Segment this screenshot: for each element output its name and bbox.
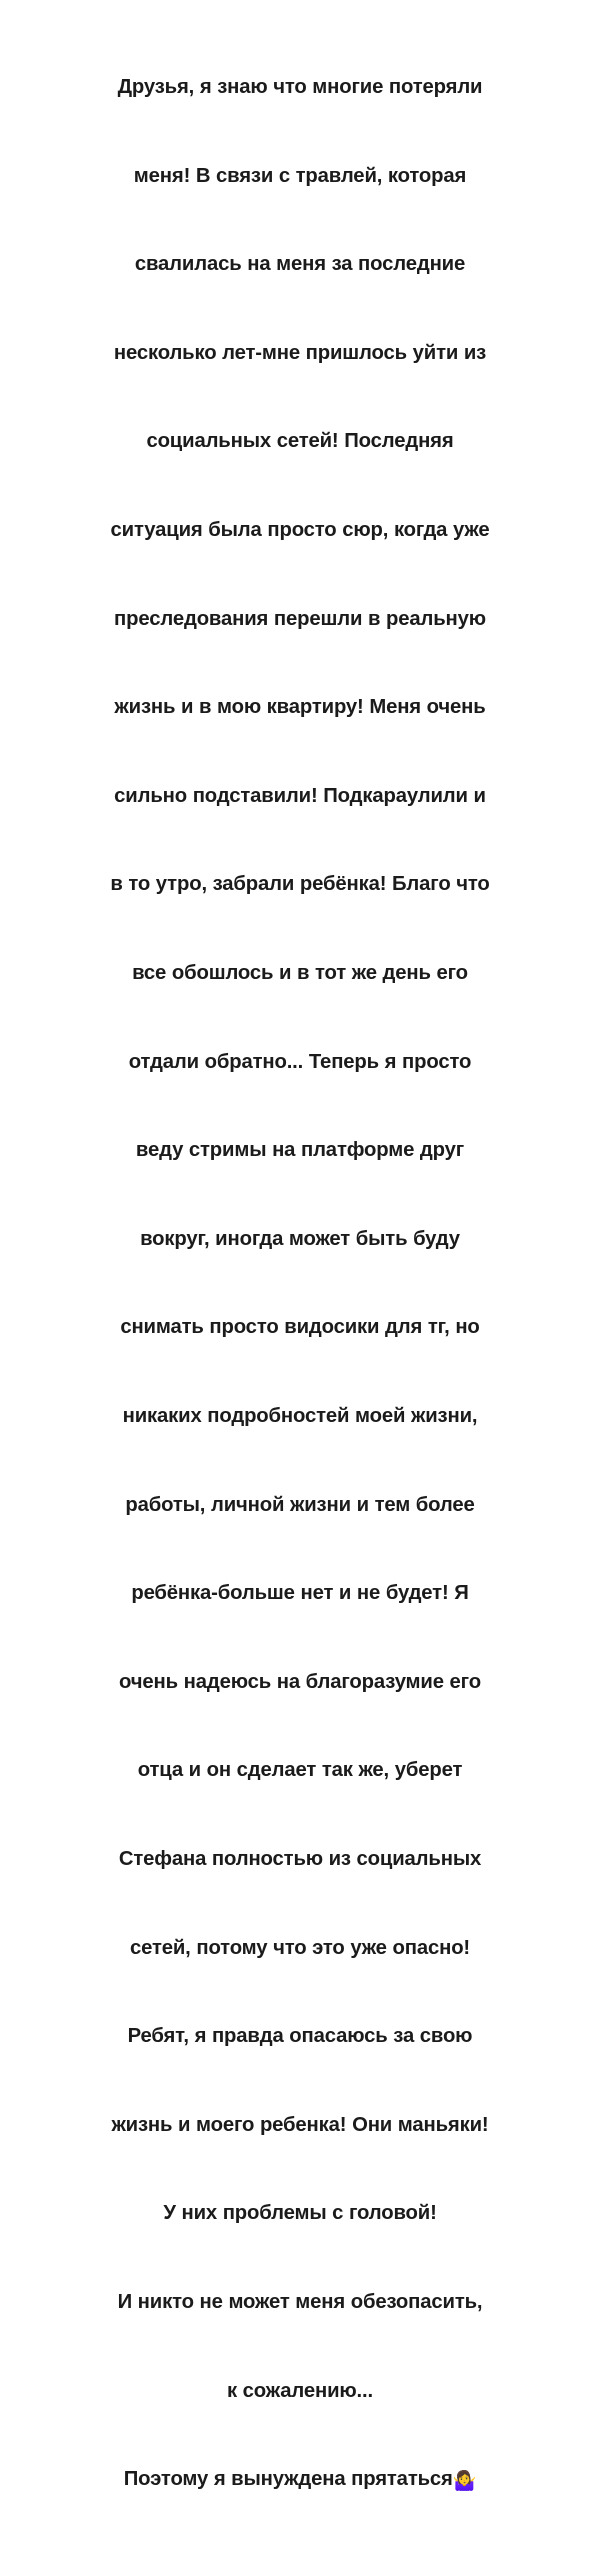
text-line: жизнь и моего ребенка! Они маньяки! [111, 2113, 489, 2136]
text-line: ситуация была просто сюр, когда уже [110, 519, 490, 542]
text-line: Друзья, я знаю что многие потеряли [117, 76, 483, 99]
text-line: Стефана полностью из социальных [118, 1847, 482, 1870]
text-line: И никто не может меня обезопасить, [117, 2290, 483, 2313]
text-line: У них проблемы с головой! [163, 2202, 437, 2225]
text-line: к сожалению... [226, 2379, 374, 2402]
text-line: все обошлось и в тот же день его [132, 962, 468, 984]
text-line: вокруг, иногда может быть буду [140, 1227, 460, 1250]
text-line: жизнь и в мою квартиру! Меня очень [114, 696, 486, 719]
text-line: в то утро, забрали ребёнка! Благо что [110, 873, 490, 896]
text-line: ребёнка-больше нет и не будет! Я [131, 1582, 469, 1605]
text-line: несколько лет-мне пришлось уйти из [113, 341, 487, 364]
text-line: сильно подставили! Подкараулили и [114, 784, 486, 807]
text-line: свалилась на меня за последние [134, 253, 466, 276]
text-line: очень надеюсь на благоразумие его [119, 1670, 481, 1693]
story-text-block [34, 14, 566, 2555]
text-line: никаких подробностей моей жизни, [122, 1404, 478, 1427]
text-line: социальных сетей! Последняя [146, 430, 454, 453]
woman-shrugging-emoji: 🤷‍♀️ [452, 2470, 477, 2493]
text-line: веду стримы на платформе друг [135, 1139, 465, 1162]
text-line: снимать просто видосики для тг, но [120, 1316, 480, 1339]
text-line: работы, личной жизни и тем более [125, 1493, 475, 1516]
text-line-final-text: Поэтому я вынуждена прятаться [123, 2468, 453, 2491]
text-line: отца и он сделает так же, уберет [137, 1759, 463, 1782]
text-line: отдали обратно... Теперь я просто [128, 1050, 472, 1073]
text-line-final [34, 2465, 566, 2496]
text-line: меня! В связи с травлей, которая [133, 164, 467, 187]
text-line: сетей, потому что это уже опасно! [129, 1936, 471, 1959]
text-line: Ребят, я правда опасаюсь за свою [127, 2025, 473, 2048]
text-line: преследования перешли в реальную [114, 607, 486, 630]
